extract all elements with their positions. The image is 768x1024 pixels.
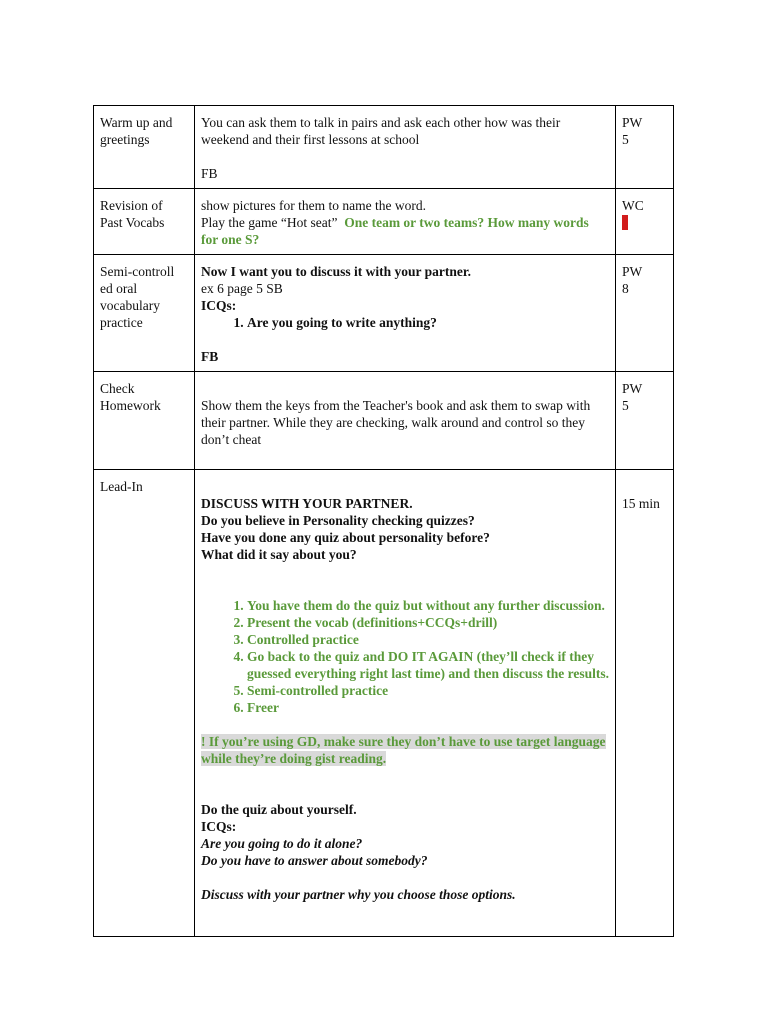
procedure-cell [195,189,616,255]
interaction-pattern: WC [622,198,644,213]
time-value: 5 [622,398,629,413]
icq-label: ICQs: [201,298,237,313]
closing-instruction: Discuss with your partner why you choose those options. [201,887,516,902]
interaction-cell [616,106,674,189]
icq-list [201,314,609,331]
time-value: 15 min [622,496,660,511]
stage-label: Revision of Past Vocabs [100,198,165,230]
list-item: 5. Semi-controlled practice [247,682,609,699]
interaction-cell [616,255,674,372]
procedure-cell [195,255,616,372]
exercise-reference: ex 6 page 5 SB [201,281,283,296]
instruction-text: Now I want you to discuss it with your partner. [201,264,472,279]
interaction-cell [616,372,674,470]
teacher-note: One team or two teams? How many words for one S? [201,215,589,247]
icq-question: Are you going to do it alone? [201,836,363,851]
discussion-question: What did it say about you? [201,547,357,562]
list-item: 4. Go back to the quiz and DO IT AGAIN (they’ll check if they guessed everything right last time) and then discuss the results. [247,648,609,682]
section-heading: DISCUSS WITH YOUR PARTNER. [201,496,413,511]
interaction-pattern: PW [622,381,643,396]
time-value: 8 [622,281,629,296]
list-item: 6. Freer [247,699,609,716]
lesson-plan-table [93,105,674,937]
list-item: 2. Present the vocab (definitions+CCQs+drill) [247,614,609,631]
stage-label: Lead-In [100,479,143,494]
interaction-pattern: PW [622,264,643,279]
stage-cell [94,255,195,372]
procedure-text: You can ask them to talk in pairs and ask each other how was their weekend and their first lessons at school [201,115,561,147]
icq-question: Do you have to answer about somebody? [201,853,428,868]
procedure-line: Play the game “Hot seat” [201,215,338,230]
stage-cell [94,470,195,937]
procedure-cell [195,372,616,470]
procedure-cell [195,106,616,189]
stage-cell [94,106,195,189]
interaction-cell [616,470,674,937]
table-row [94,255,674,372]
feedback-label: FB [201,166,218,181]
table-row [94,189,674,255]
feedback-label: FB [201,349,219,364]
interaction-cell [616,189,674,255]
table-row [94,106,674,189]
stage-cell [94,189,195,255]
stage-label: Warm up and greetings [100,115,173,147]
stage-label: Check Homework [100,381,161,413]
procedure-line: show pictures for them to name the word. [201,198,426,213]
procedure-text: Show them the keys from the Teacher's book and ask them to swap with their partner. While they are checking, walk around and control so they don’t cheat [201,398,591,447]
time-marker [622,215,628,230]
teacher-note: ! If you’re using GD, make sure they don’t have to use target language while they’re doing gist reading. [201,734,606,766]
table-row [94,470,674,937]
procedure-cell [195,470,616,937]
procedure-steps [201,597,609,716]
stage-label: Semi-controll ed oral vocabulary practice [100,264,175,330]
list-item: 3. Controlled practice [247,631,609,648]
stage-cell [94,372,195,470]
list-item: 1. Are you going to write anything? [247,314,609,331]
time-value: 5 [622,132,629,147]
quiz-instruction: Do the quiz about yourself. [201,802,357,817]
discussion-question: Have you done any quiz about personality before? [201,530,490,545]
icq-label: ICQs: [201,819,237,834]
interaction-pattern: PW [622,115,643,130]
discussion-question: Do you believe in Personality checking quizzes? [201,513,475,528]
table-row [94,372,674,470]
list-item: 1. You have them do the quiz but without any further discussion. [247,597,609,614]
